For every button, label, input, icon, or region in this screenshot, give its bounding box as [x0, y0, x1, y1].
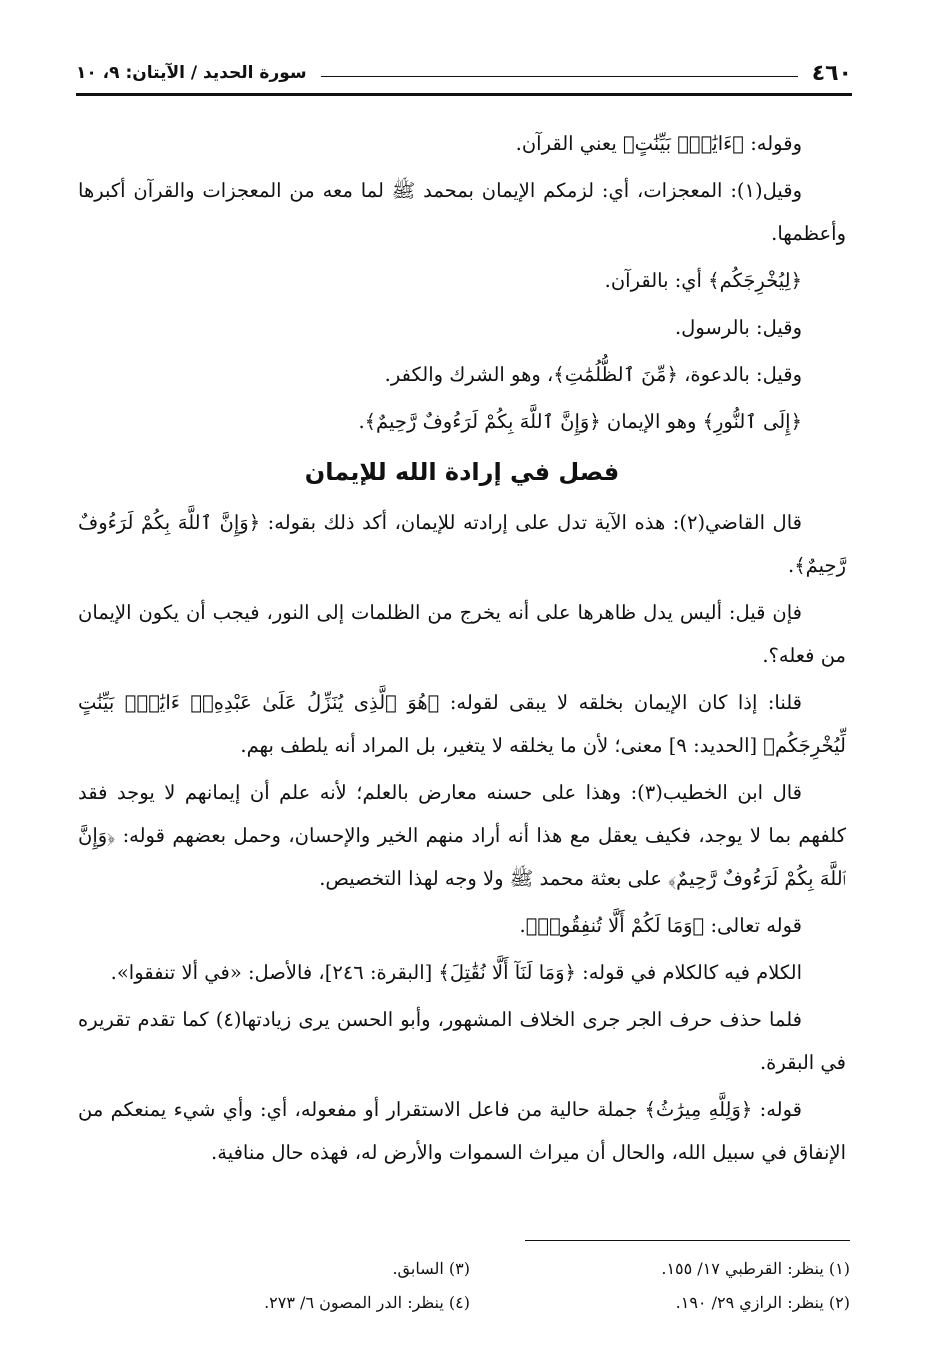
- paragraph: قال ابن الخطيب(٣): وهذا على حسنه معارض بالعلم؛ لأنه علم أن إيمانهم لا يوجد فقد كلفهم بما لا يوجد، فكيف يعقل مع هذا أنه أراد منهم الخير والإحسان، وحمل بعضهم قوله: ﴿وَإِنَّ ٱللَّهَ بِكُمْ لَرَءُوفٌ رَّحِيمٌ﴾ على بعثة محمد ﷺ ولا وجه لهذا التخصيص.: [78, 781, 846, 890]
- header-rule: [321, 76, 798, 77]
- footnote-1: (١) ينظر: القرطبي ١٧/ ١٥٥.: [661, 1259, 850, 1278]
- paragraph: الكلام فيه كالكلام في قوله: ﴿وَمَا لَنَآ أَلَّا نُقَٰتِلَ﴾ [البقرة: ٢٤٦]، فالأصل: «في ألا تنفقوا».: [110, 961, 802, 984]
- paragraph: قلنا: إذا كان الإيمان بخلقه لا يبقى لقوله: ﴿هُوَ ٱلَّذِى يُنَزِّلُ عَلَىٰ عَبْدِهِۦٓ ءَايَٰتِۭ بَيِّنَٰتٍ لِّيُخْرِجَكُم﴾ [الحديد: ٩] معنى؛ لأن ما يخلقه لا يتغير، بل المراد أنه يلطف بهم.: [78, 691, 846, 757]
- paragraph: وقيل(١): المعجزات، أي: لزمكم الإيمان بمحمد ﷺ لما معه من المعجزات والقرآن أكبرها وأعظمها.: [78, 179, 846, 245]
- paragraph: ﴿إِلَى ٱلنُّورِ﴾ وهو الإيمان ﴿وَإِنَّ ٱللَّهَ بِكُمْ لَرَءُوفٌ رَّحِيمٌ﴾.: [358, 410, 802, 433]
- paragraph: فلما حذف حرف الجر جرى الخلاف المشهور، وأبو الحسن يرى زيادتها(٤) كما تقدم تقريره في البقرة.: [78, 1008, 846, 1074]
- page-number: ٤٦٠: [811, 60, 852, 86]
- main-text: [78, 122, 846, 1178]
- paragraph: وقيل: بالدعوة، ﴿مِّنَ ٱلظُّلُمَٰتِ﴾، وهو الشرك والكفر.: [384, 363, 802, 386]
- footnote-4: (٤) ينظر: الدر المصون ٦/ ٢٧٣.: [264, 1293, 470, 1312]
- footnote-row: [78, 1252, 850, 1286]
- footnote-row: [78, 1286, 850, 1320]
- header-divider: [76, 93, 852, 96]
- paragraph: وقيل: بالرسول.: [674, 316, 802, 339]
- running-head: [76, 58, 852, 88]
- section-heading: فصل في إرادة الله للإيمان: [304, 458, 620, 486]
- footnote-3: (٣) السابق.: [392, 1259, 470, 1278]
- chapter-title: سورة الحديد / الآيتان: ٩، ١٠: [76, 63, 307, 83]
- footnote-divider: [525, 1240, 850, 1241]
- paragraph: قال القاضي(٢): هذه الآية تدل على إرادته للإيمان، أكد ذلك بقوله: ﴿وَإِنَّ ٱللَّهَ بِكُمْ لَرَءُوفٌ رَّحِيمٌ﴾.: [78, 511, 846, 577]
- paragraph: فإن قيل: أليس يدل ظاهرها على أنه يخرج من الظلمات إلى النور، فيجب أن يكون الإيمان من فعله؟.: [78, 601, 846, 667]
- paragraph: وقوله: ﴿ءَايَٰتِۭ بَيِّنَٰتٍ﴾ يعني القرآن.: [515, 132, 802, 155]
- paragraph: قوله: ﴿وَلِلَّهِ مِيرَٰثُ﴾ جملة حالية من فاعل الاستقرار أو مفعوله، أي: وأي شيء يمنعكم من الإنفاق في سبيل الله، والحال أن ميراث السموات والأرض له، فهذه حال منافية.: [78, 1098, 846, 1164]
- paragraph: ﴿لِيُخْرِجَكُم﴾ أي: بالقرآن.: [604, 269, 802, 292]
- footnotes: [78, 1252, 850, 1320]
- paragraph: قوله تعالى: ﴿وَمَا لَكُمْ أَلَّا تُنفِقُوا۟﴾.: [519, 914, 802, 937]
- footnote-2: (٢) ينظر: الرازي ٢٩/ ١٩٠.: [675, 1293, 850, 1312]
